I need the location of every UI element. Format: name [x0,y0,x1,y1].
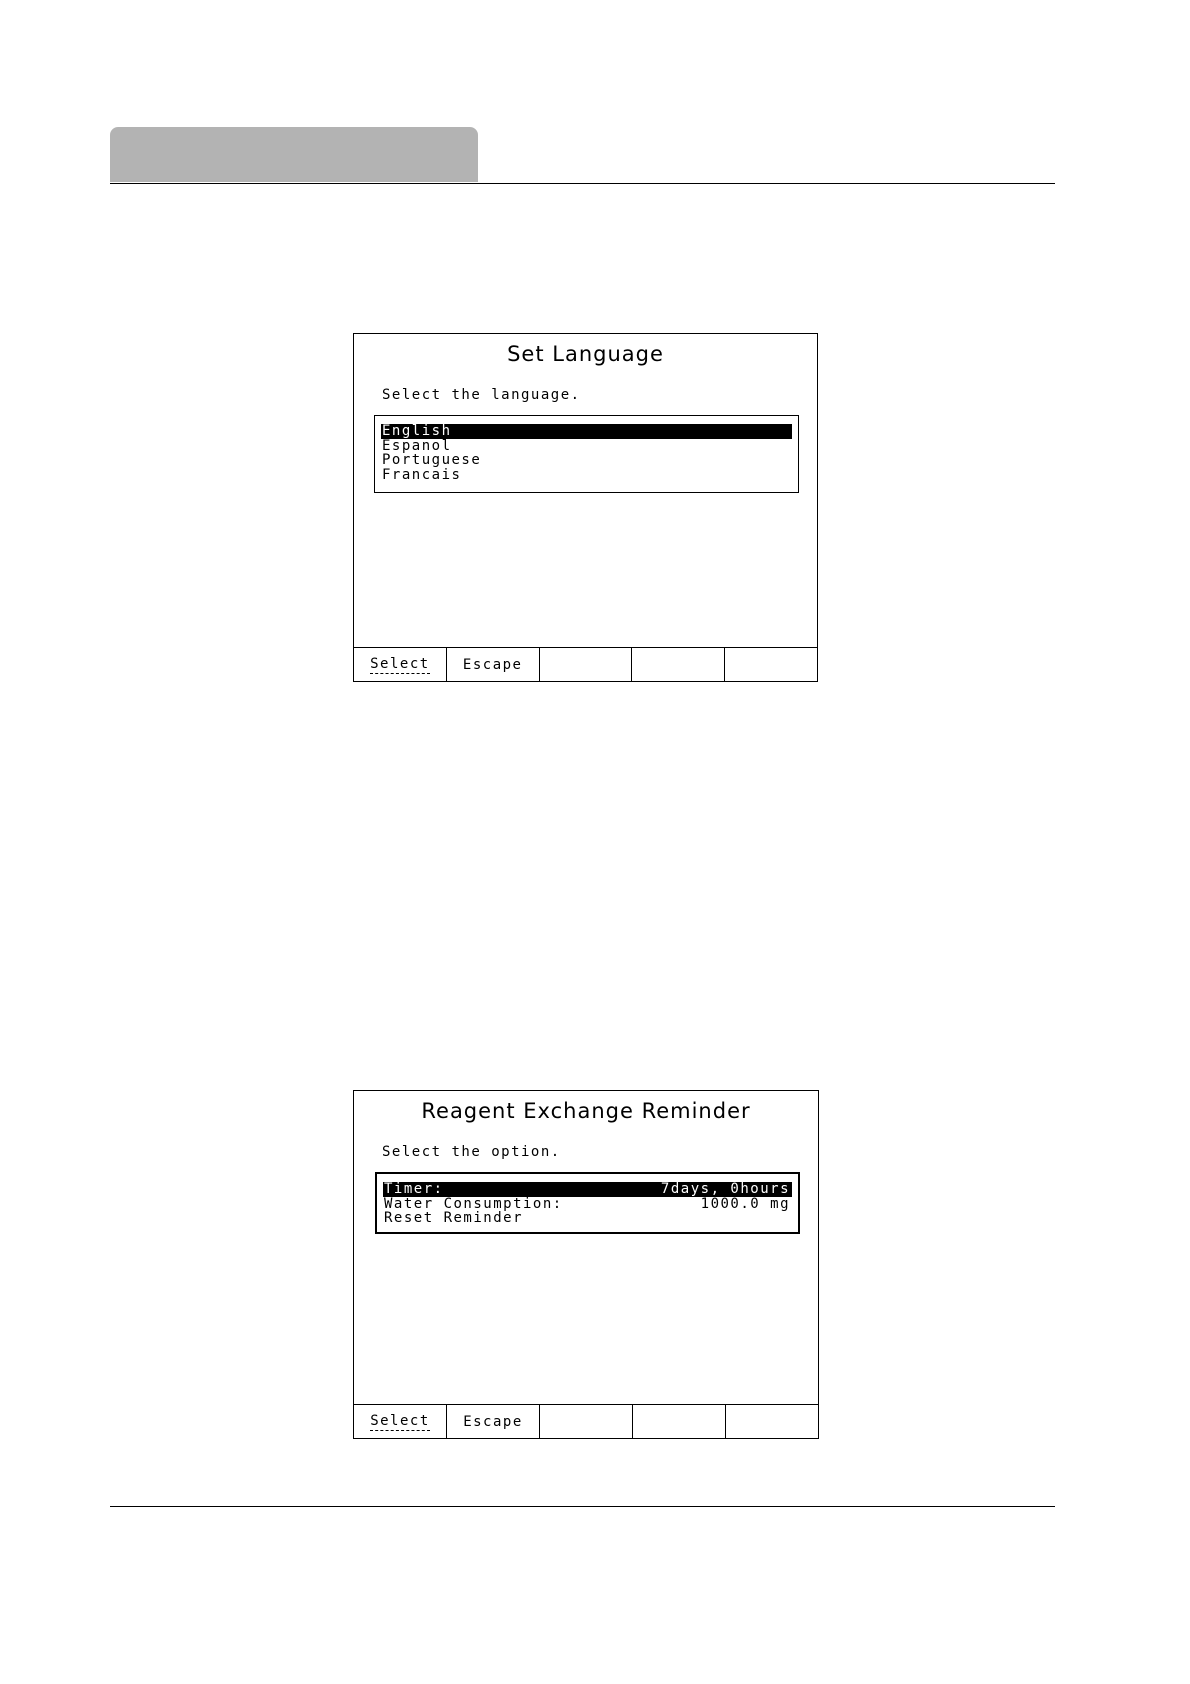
option-label: Timer: [384,1181,444,1197]
option-value: 7days, 0hours [660,1181,790,1197]
option-label: Francais [382,466,462,483]
header-divider [110,183,1055,184]
softkey-bar [354,1404,818,1438]
screen-title: Set Language [507,342,664,366]
option-label: Espanol [382,437,452,454]
softkey-4[interactable] [632,648,725,681]
reset-reminder-option[interactable] [383,1211,792,1226]
select-softkey[interactable] [354,648,447,681]
timer-option[interactable] [383,1182,792,1197]
softkey-3[interactable] [540,1405,633,1438]
escape-softkey[interactable] [447,1405,540,1438]
softkey-label: Select [370,1412,430,1429]
softkey-label: Escape [462,656,523,673]
option-label: Water Consumption: [384,1195,563,1212]
screen-prompt: Select the language. [382,387,581,403]
water-consumption-option[interactable] [383,1197,792,1212]
softkey-5[interactable] [725,648,817,681]
softkey-label: Select [370,655,430,672]
softkey-bar [354,647,817,681]
language-list [374,415,799,493]
escape-softkey[interactable] [447,648,540,681]
screen-title: Reagent Exchange Reminder [421,1099,751,1123]
softkey-4[interactable] [633,1405,726,1438]
language-option-espanol[interactable] [381,439,792,454]
set-language-screen [353,333,818,682]
reminder-option-list [375,1172,800,1234]
footer-divider [110,1506,1055,1507]
option-label: English [382,423,452,439]
language-option-english[interactable] [381,424,792,439]
header-tab [110,127,478,182]
select-softkey[interactable] [354,1405,447,1438]
reagent-reminder-screen [353,1090,819,1439]
option-value: 1000.0 mg [700,1195,790,1212]
option-label: Portuguese [382,452,482,468]
softkey-5[interactable] [726,1405,818,1438]
softkey-label: Escape [463,1413,523,1430]
screen-prompt: Select the option. [382,1144,561,1160]
language-option-francais[interactable] [381,468,792,483]
option-label: Reset Reminder [384,1210,524,1226]
language-option-portuguese[interactable] [381,453,792,468]
softkey-3[interactable] [540,648,633,681]
